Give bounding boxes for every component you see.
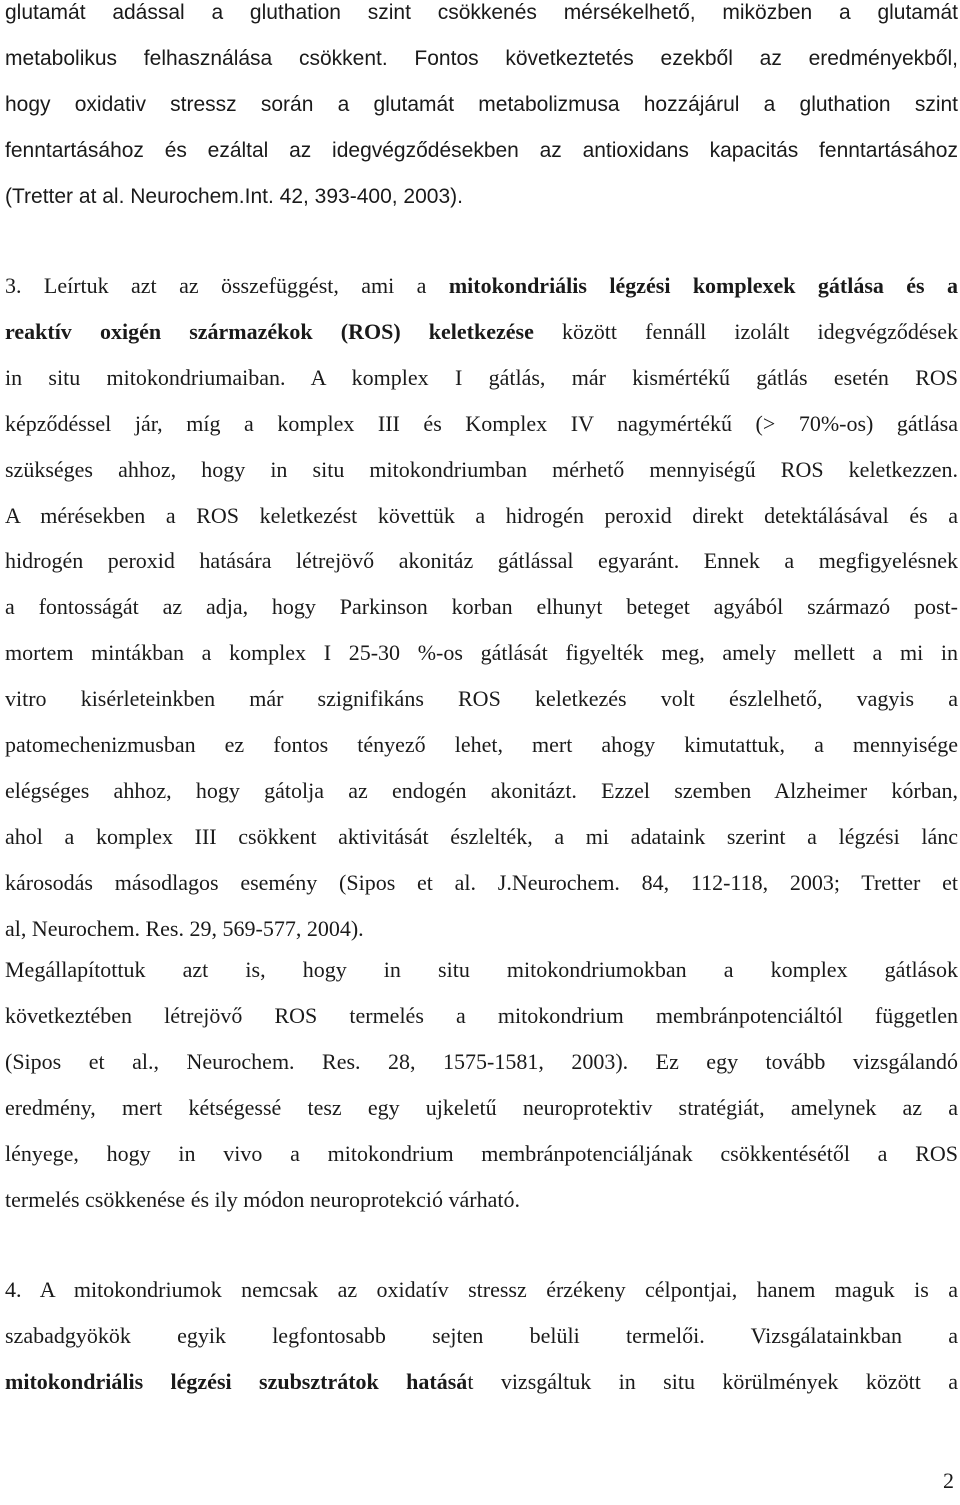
paragraph-2-line-10: vitro kisérleteinkben már szignifikáns ROS keletkezés volt észlelhető, vagyis a [5, 686, 958, 712]
paragraph-3-line-2: következtében létrejövő ROS termelés a mitokondrium membránpotenciáltól független [5, 1002, 958, 1028]
paragraph-2-line-11: patomechenizmusban ez fontos tényező lehet, mert ahogy kimutattuk, a mennyisége [5, 732, 958, 758]
paragraph-4-line-2: szabadgyökök egyik legfontosabb sejten belüli termelői. Vizsgálatainkban a [5, 1322, 958, 1348]
paragraph-2-line-5: szükséges ahhoz, hogy in situ mitokondriumban mérhető mennyiségű ROS keletkezzen. [5, 456, 958, 482]
paragraph-4-line-1: 4. A mitokondriumok nemcsak az oxidatív stressz érzékeny célpontjai, hanem maguk is a [5, 1277, 958, 1302]
paragraph-3-line-6: termelés csökkenése és ily módon neuroprotekció várható. [5, 1186, 521, 1212]
paragraph-2-bold-phrase-2: reaktív oxigén származékok (ROS) keletkezése [5, 318, 534, 344]
paragraph-2-line-7: hidrogén peroxid hatására létrejövő akonitáz gátlással egyaránt. Ennek a megfigyelésnek [5, 548, 958, 574]
paragraph-1-line-3: hogy oxidativ stressz során a glutamát metabolizmusa hozzájárul a gluthation szint [5, 92, 958, 116]
paragraph-3-line-4: eredmény, mert kétségessé tesz egy ujkeletű neuroprotektiv stratégiát, amelynek az a [5, 1094, 958, 1120]
paragraph-1-line-5: (Tretter at al. Neurochem.Int. 42, 393-400, 2003). [5, 184, 463, 208]
page-number: 2 [943, 1468, 954, 1493]
paragraph-3-line-1: Megállapítottuk azt is, hogy in situ mitokondriumokban a komplex gátlások [5, 957, 958, 982]
paragraph-2-line-6: A mérésekben a ROS keletkezést követtük a hidrogén peroxid direkt detektálásával és a [5, 502, 958, 528]
paragraph-4-line-3 [5, 1359, 958, 1405]
paragraph-2-line-3: in situ mitokondriumaiban. A komplex I gátlás, már kismértékű gátlás esetén ROS [5, 364, 958, 390]
paragraph-1-line-1: glutamát adással a gluthation szint csökkenés mérsékelhető, miközben a glutamát [5, 1, 958, 24]
paragraph-3-line-5: lényege, hogy in vivo a mitokondrium membránpotenciáljának csökkentésétől a ROS [5, 1140, 958, 1166]
paragraph-2-line-12: elégséges ahhoz, hogy gátolja az endogén akonitázt. Ezzel szemben Alzheimer kórban, [5, 777, 958, 803]
paragraph-2-line-9: mortem mintákban a komplex I 25-30 %-os gátlását figyelték meg, amely mellett a mi in [5, 640, 958, 666]
paragraph-2-line-2 [5, 309, 958, 355]
paragraph-2-line-1 [5, 263, 958, 309]
paragraph-4-bold-phrase: mitokondriális légzési szubsztrátok hatásá [5, 1368, 468, 1394]
paragraph-2-line-14: károsodás másodlagos esemény (Sipos et al. J.Neurochem. 84, 112-118, 2003; Tretter et [5, 869, 958, 895]
paragraph-1 [5, 0, 958, 220]
paragraph-2-intro-text: 3. Leírtuk azt az összefüggést, ami a [5, 273, 449, 298]
paragraph-2-line-15: al, Neurochem. Res. 29, 569-577, 2004). [5, 915, 364, 941]
paragraph-2-bold-phrase-1: mitokondriális légzési komplexek gátlása és a [448, 273, 958, 298]
paragraph-1-line-2: metabolikus felhasználása csökkent. Fontos következtetés ezekből az eredményekből, [5, 46, 958, 70]
paragraph-3 [5, 947, 958, 1222]
paragraph-4-line-3-text: t vizsgáltuk in situ körülmények között a [467, 1368, 958, 1394]
paragraph-2-line-8: a fontosságát az adja, hogy Parkinson korban elhunyt beteget agyából származó post- [5, 594, 958, 620]
paragraph-1-line-4: fenntartásához és ezáltal az idegvégződésekben az antioxidans kapacitás fenntartásához [5, 138, 958, 162]
paragraph-2-line-4: képződéssel jár, míg a komplex III és Komplex IV nagymértékű (> 70%-os) gátlása [5, 410, 958, 436]
paragraph-2-line-2-text: között fennáll izolált idegvégződések [533, 318, 959, 344]
paragraph-2-line-13: ahol a komplex III csökkent aktivitását észlelték, a mi adataink szerint a légzési lánc [5, 823, 958, 849]
paragraph-3-line-3: (Sipos et al., Neurochem. Res. 28, 1575-1581, 2003). Ez egy tovább vizsgálandó [5, 1048, 958, 1074]
paragraph-4 [5, 1267, 958, 1405]
paragraph-2 [5, 263, 958, 952]
